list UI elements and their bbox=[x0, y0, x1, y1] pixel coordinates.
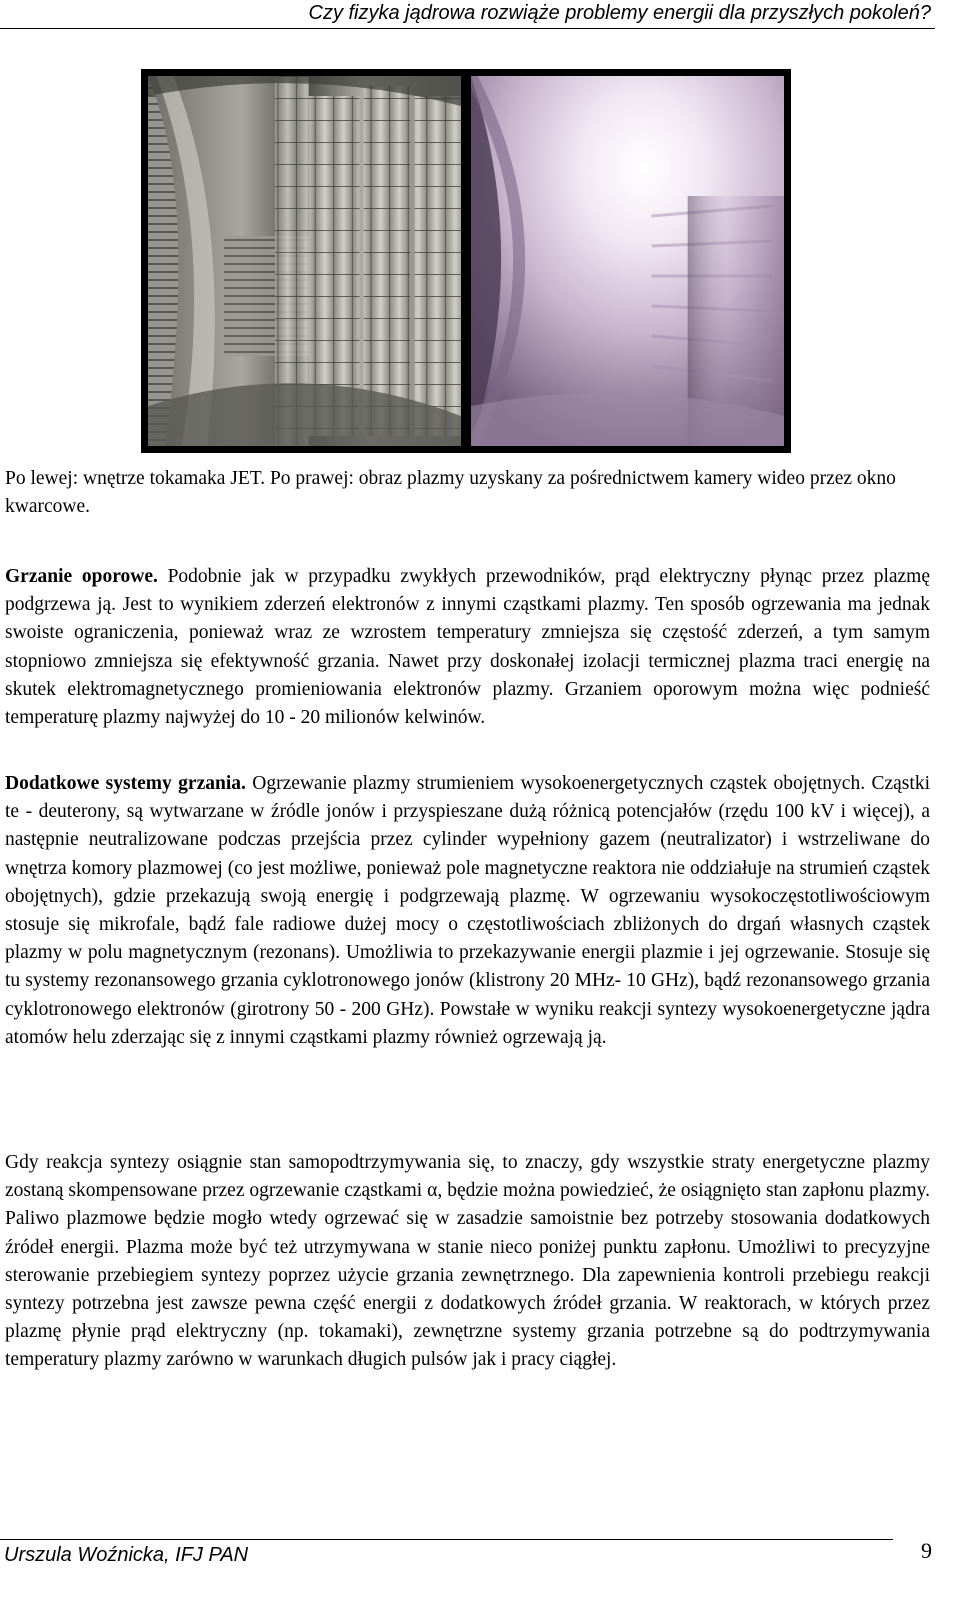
jet-interior-photo bbox=[148, 76, 461, 446]
paragraph-ignition: Gdy reakcja syntezy osiągnie stan samopodtrzymywania się, to znaczy, gdy wszystkie straty energetyczne plazmy zostaną skompensowane przez ogrzewanie cząstkami α, będzie można powiedzieć, że osiągnięto stan zapłonu plazmy. Paliwo plazmowe będzie mogło wtedy ogrzewać się w zasadzie samoistnie bez potrzeby stosowania dodatkowych źródeł energii. Plazma może być też utrzymywana w stanie nieco poniżej punktu zapłonu. Umożliwi to precyzyjne sterowanie przebiegiem syntezy poprzez użycie grzania zewnętrznego. Dla zapewnienia kontroli przebiegu reakcji syntezy potrzebna jest zawsze pewna część energii z dodatkowych źródeł grzania. W reaktorach, w których przez plazmę płynie prąd elektryczny (np. tokamaki), zewnętrzne systemy grzania potrzebne są do podtrzymywania temperatury plazmy zarówno w warunkach długich pulsów jak i pracy ciągłej. bbox=[5, 1152, 930, 1371]
plasma-camera-photo bbox=[471, 76, 784, 446]
figure-caption: Po lewej: wnętrze tokamaka JET. Po prawej: obraz plazmy uzyskany za pośrednictwem kamery wideo przez okno kwarcowe. bbox=[5, 468, 896, 518]
plasma-image bbox=[471, 76, 784, 446]
heading-additional-heating: Dodatkowe systemy grzania. bbox=[5, 773, 246, 794]
page-header bbox=[0, 0, 935, 29]
paragraph-additional-heating bbox=[5, 770, 930, 1052]
paragraph-resistive-heating bbox=[5, 563, 930, 732]
page-number: 9 bbox=[921, 1538, 932, 1563]
jet-interior-image bbox=[148, 76, 461, 446]
header-title: Czy fizyka jądrowa rozwiąże problemy energii dla przyszłych pokoleń? bbox=[308, 2, 931, 24]
paragraph-additional-heating-text: Ogrzewanie plazmy strumieniem wysokoenergetycznych cząstek obojętnych. Cząstki te - deuterony, są wytwarzane w źródle jonów i przyspieszane dużą różnicą potencjałów (rzędu 100 kV i więcej), a następnie neutralizowane podczas przejścia przez cylinder wypełniony gazem (neutralizator) i wstrzeliwane do wnętrza komory plazmowej (co jest możliwe, ponieważ pole magnetyczne reaktora nie oddziałuje na strumień cząstek obojętnych), gdzie przekazują swoją energię i podgrzewają plazmę. W ogrzewaniu wysokoczęstotliwościowym stosuje się mikrofale, bądź fale radiowe dużej mocy o częstotliwościach zbliżonych do drgań własnych cząstek plazmy w polu magnetycznym (rezonans). Umożliwia to przekazywanie energii plazmie i jej ogrzewanie. Stosuje się tu systemy rezonansowego grzania cyklotronowego jonów (klistrony 20 MHz- 10 GHz), bądź rezonansowego grzania cyklotronowego elektronów (girotrony 50 - 200 GHz). Powstałe w wyniku reakcji syntezy wysokoenergetyczne jądra atomów helu zderzając się z innymi cząstkami plazmy również ogrzewają ją. bbox=[5, 773, 930, 1048]
footer-author: Urszula Woźnicka, IFJ PAN bbox=[4, 1544, 249, 1566]
tokamak-figure bbox=[141, 69, 791, 453]
paragraph-resistive-heating-text: Podobnie jak w przypadku zwykłych przewodników, prąd elektryczny płynąc przez plazmę podgrzewa ją. Jest to wynikiem zderzeń elektronów z innymi cząstkami plazmy. Ten sposób ogrzewania ma jednak swoiste ograniczenia, ponieważ wraz ze wzrostem temperatury zmniejsza się częstość zderzeń, a tym samym stopniowo zmniejsza się efektywność grzania. Nawet przy doskonałej izolacji termicznej plazma traci energię na skutek elektromagnetycznego promieniowania elektronów plazmy. Grzaniem oporowym można więc podnieść temperaturę plazmy najwyżej do 10 - 20 milionów kelwinów. bbox=[5, 566, 930, 729]
heading-resistive-heating: Grzanie oporowe. bbox=[5, 566, 158, 587]
footer-divider bbox=[0, 1539, 893, 1540]
